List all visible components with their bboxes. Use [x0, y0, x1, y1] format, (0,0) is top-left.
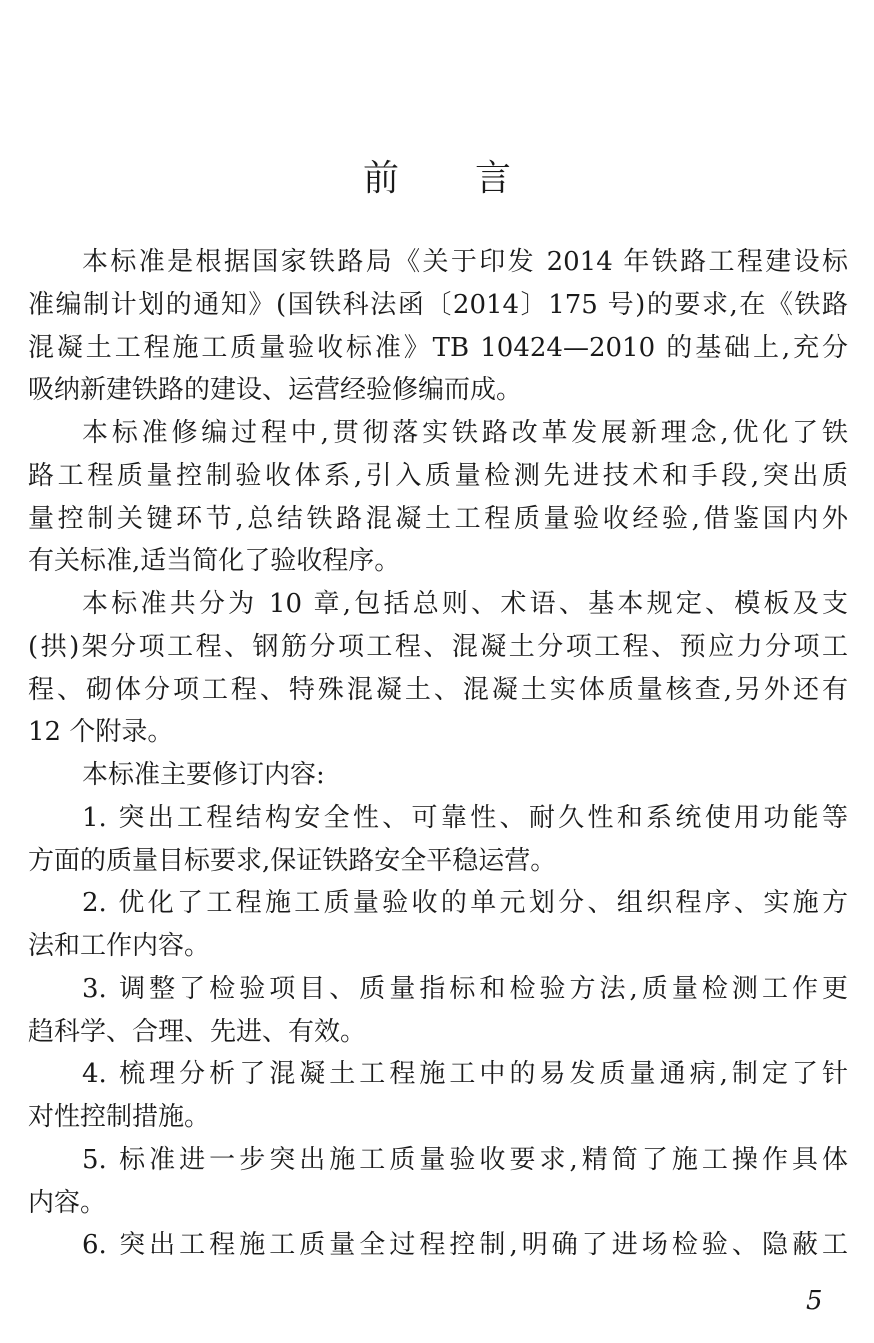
text-line: 本标准是根据国家铁路局《关于印发 2014 年铁路工程建设标 — [82, 247, 848, 277]
text-line: 趋科学、合理、先进、有效。 — [28, 1016, 367, 1047]
text-line: 本标准修编过程中,贯彻落实铁路改革发展新理念,优化了铁 — [82, 418, 848, 448]
paragraph — [28, 797, 848, 883]
text-line: 12 个附录。 — [28, 717, 174, 748]
text-line: 本标准主要修订内容: — [82, 760, 325, 790]
text-line: 6. 突出工程施工质量全过程控制,明确了进场检验、隐蔽工 — [82, 1230, 848, 1261]
text-line: 本标准共分为 10 章,包括总则、术语、基本规定、模板及支 — [82, 589, 848, 619]
text-line: (拱)架分项工程、钢筋分项工程、混凝土分项工程、预应力分项工 — [28, 631, 848, 662]
text-line: 有关标准,适当简化了验收程序。 — [28, 546, 401, 577]
text-line: 内容。 — [28, 1187, 107, 1218]
document-body — [28, 241, 848, 1267]
text-line: 1. 突出工程结构安全性、可靠性、耐久性和系统使用功能等 — [82, 802, 848, 833]
text-line: 路工程质量控制验收体系,引入质量检测先进技术和手段,突出质 — [28, 460, 848, 491]
text-line: 准编制计划的通知》(国铁科法函〔2014〕175 号)的要求,在《铁路 — [28, 289, 848, 320]
text-line: 量控制关键环节,总结铁路混凝土工程质量验收经验,借鉴国内外 — [28, 503, 848, 534]
text-line: 吸纳新建铁路的建设、运营经验修编而成。 — [28, 375, 523, 406]
text-line: 混凝土工程施工质量验收标准》TB 10424—2010 的基础上,充分 — [28, 332, 848, 363]
title-char: 前 — [362, 158, 399, 199]
text-line: 方面的质量目标要求,保证铁路安全平稳运营。 — [28, 845, 557, 876]
text-line: 2. 优化了工程施工质量验收的单元划分、组织程序、实施方 — [82, 888, 848, 919]
paragraph — [28, 412, 848, 583]
paragraph — [28, 968, 848, 1054]
paragraph — [28, 754, 848, 797]
paragraph — [28, 1053, 848, 1139]
paragraph — [28, 1224, 848, 1267]
paragraph — [28, 882, 848, 968]
text-line: 对性控制措施。 — [28, 1102, 211, 1132]
text-line: 4. 梳理分析了混凝土工程施工中的易发质量通病,制定了针 — [82, 1059, 848, 1090]
title-char: 言 — [475, 158, 512, 199]
text-line: 程、砌体分项工程、特殊混凝土、混凝土实体质量核查,另外还有 — [28, 674, 848, 705]
paragraph — [28, 241, 848, 412]
text-line: 法和工作内容。 — [28, 931, 211, 961]
paragraph — [28, 1139, 848, 1225]
paragraph — [28, 583, 848, 754]
page-number: 5 — [806, 1286, 823, 1316]
page-title — [0, 150, 874, 201]
text-line: 5. 标准进一步突出施工质量验收要求,精简了施工操作具体 — [82, 1144, 848, 1175]
text-line: 3. 调整了检验项目、质量指标和检验方法,质量检测工作更 — [82, 973, 848, 1004]
